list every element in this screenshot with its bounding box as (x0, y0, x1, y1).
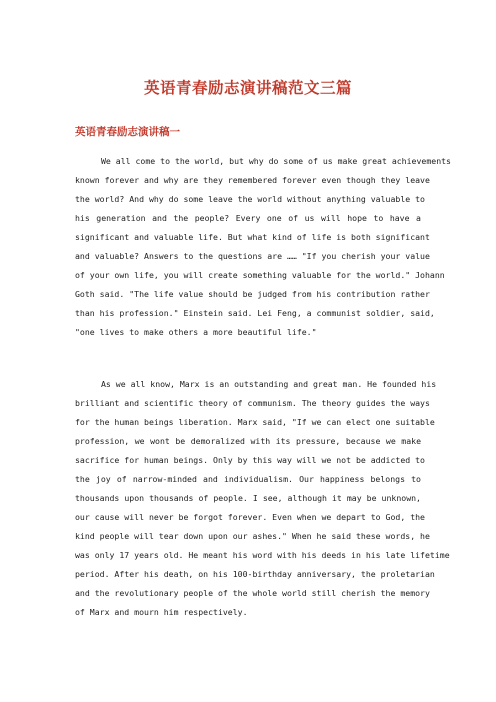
paragraph-line: the world? And why do some leave the world without anything valuable to (75, 194, 425, 204)
section-heading: 英语青春励志演讲稿一 (75, 126, 180, 138)
paragraph-line: thousands upon thousands of people. I see, although it may be unknown, (75, 493, 421, 503)
paragraph-line: profession, we wont be demoralized with its pressure, because we make (75, 436, 421, 446)
paragraph-line: his generation and the people? Every one of us will hope to have a (75, 213, 421, 223)
paragraph-line: significant and valuable life. But what kind of life is both significant (75, 232, 430, 242)
paragraph-2 (75, 375, 450, 622)
paragraph-line: "one lives to make others a more beautiful life." (75, 327, 317, 337)
paragraph-line: than his profession." Einstein said. Lei Feng, a communist soldier, said, (75, 308, 435, 318)
paragraph-line: and the revolutionary people of the whole world still cherish the memory (75, 588, 430, 598)
paragraph-line: known forever and why are they remembered forever even though they leave (75, 175, 430, 185)
paragraph-line: Goth said. "The life value should be judged from his contribution rather (75, 289, 430, 299)
paragraph-line: for the human beings liberation. Marx said, "If we can elect one suitable (75, 417, 435, 427)
paragraph-line: As we all know, Marx is an outstanding and great man. He founded his (101, 379, 437, 389)
paragraph-line: of Marx and mourn him respectively. (75, 607, 248, 617)
paragraph-line: kind people will tear down upon our ashes." When he said these words, he (75, 531, 430, 541)
document-title: 英语青春励志演讲稿范文三篇 (143, 79, 352, 97)
paragraph-line: brilliant and scientific theory of communism. The theory guides the ways (75, 398, 430, 408)
paragraph-line: of your own life, you will create something valuable for the world." Johann (75, 270, 445, 280)
paragraph-line: and valuable? Answers to the questions are …… "If you cherish your value (75, 251, 430, 261)
paragraph-line: was only 17 years old. He meant his word with his deeds in his late lifetime (75, 550, 450, 560)
paragraph-line: the joy of narrow-minded and individualism. Our happiness belongs to (75, 474, 421, 484)
paragraph-line: our cause will never be forgot forever. Even when we depart to God, the (75, 512, 425, 522)
paragraph-line: sacrifice for human beings. Only by this way will we not be addicted to (75, 455, 425, 465)
paragraph-1 (75, 152, 451, 342)
paragraph-line: We all come to the world, but why do some of us make great achievements (101, 156, 451, 166)
paragraph-line: period. After his death, on his 100-birthday anniversary, the proletarian (75, 569, 435, 579)
